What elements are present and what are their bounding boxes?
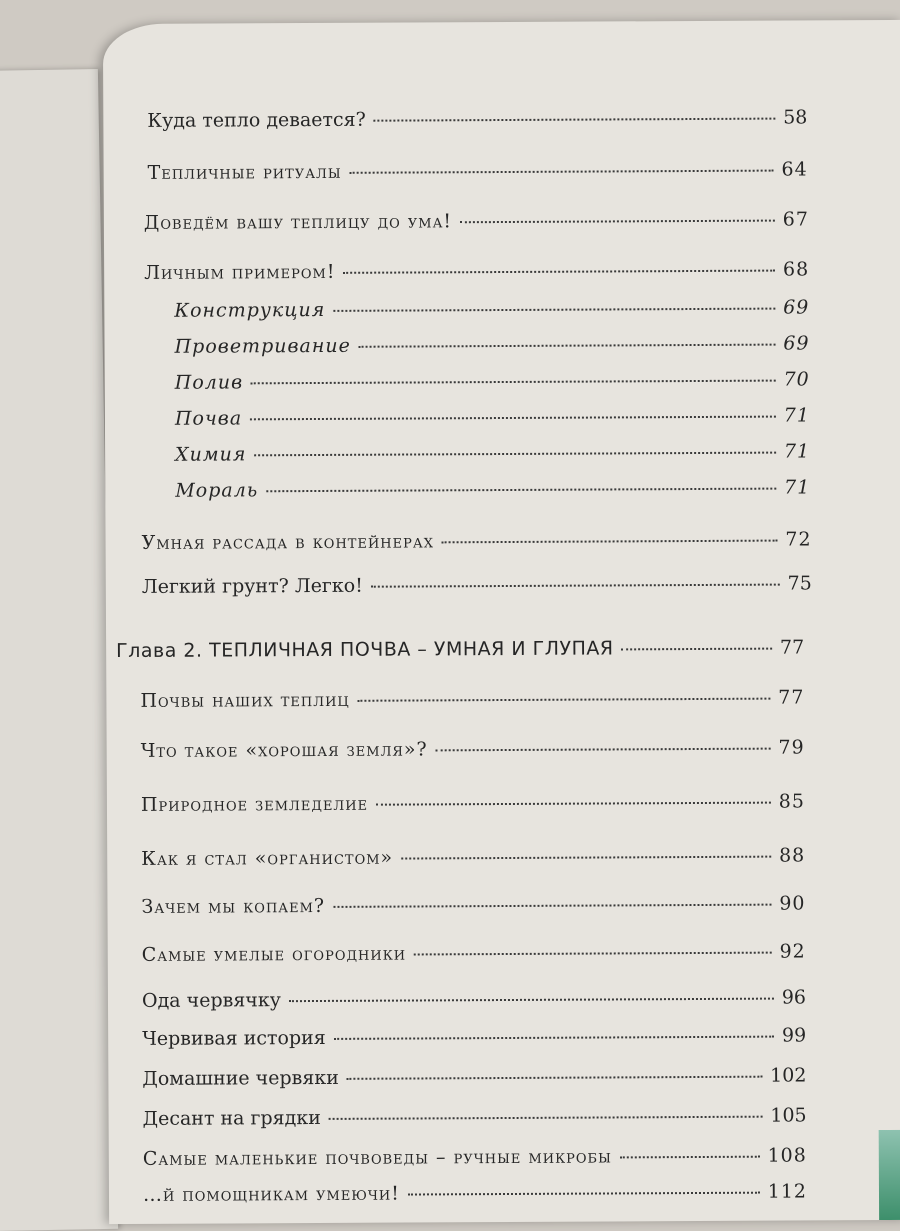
table-of-contents (103, 20, 900, 1224)
toc-entry-title: Куда тепло девается? (147, 108, 366, 132)
toc-entry-page: 99 (781, 1024, 807, 1047)
toc-subentry (174, 296, 809, 321)
toc-entry-title: Легкий грунт? Легко! (141, 574, 363, 598)
toc-leader-dots (333, 308, 775, 312)
toc-leader-dots (408, 1192, 760, 1196)
toc-entry-page: 77 (779, 636, 805, 659)
toc-entry (141, 892, 805, 917)
toc-entry-page: 79 (778, 736, 805, 759)
toc-entry-title: Тепличные ритуалы (147, 160, 342, 184)
toc-entry (142, 986, 806, 1011)
toc-entry-page: 71 (784, 476, 811, 499)
toc-entry-title: Самые умелые огородники (141, 942, 407, 966)
toc-leader-dots (436, 748, 771, 752)
toc-entry-page: 72 (785, 528, 812, 551)
toc-entry-title: Почвы наших теплиц (140, 688, 350, 712)
toc-chapter-heading (116, 636, 804, 662)
toc-leader-dots (343, 270, 775, 274)
toc-entry-page: 67 (782, 208, 809, 231)
toc-leader-dots (251, 380, 775, 385)
toc-entry-title: Глава 2. ТЕПЛИЧНАЯ ПОЧВА – УМНАЯ И ГЛУПАЯ (116, 637, 614, 663)
toc-leader-dots (334, 1036, 774, 1040)
toc-entry-page: 64 (781, 158, 808, 181)
toc-entry (143, 1180, 807, 1205)
toc-entry (142, 940, 806, 965)
toc-entry-page: 105 (770, 1104, 807, 1127)
toc-entry-title: Почва (174, 407, 243, 430)
toc-entry-page: 85 (778, 790, 806, 813)
toc-entry-title: Личным примером! (144, 260, 336, 284)
toc-entry (148, 158, 808, 183)
toc-entry-title: Химия (175, 443, 247, 466)
toc-entry (142, 572, 812, 598)
toc-entry-title: Червивая история (142, 1026, 326, 1050)
toc-entry-title: Природное земледелие (140, 792, 369, 816)
toc-entry (144, 258, 809, 283)
toc-entry-page: 68 (782, 258, 810, 281)
toc-entry (141, 844, 805, 869)
toc-entry (141, 736, 805, 761)
toc-leader-dots (374, 118, 775, 122)
toc-entry-page: 69 (783, 332, 810, 355)
toc-entry-title: …й помощникам умеючи! (142, 1182, 400, 1206)
toc-entry-title: Самые маленькие почвоведы – ручные микробы (142, 1145, 612, 1170)
toc-entry-title: Зачем мы копаем? (141, 894, 326, 918)
toc-entry-page: 71 (783, 404, 810, 427)
toc-entry (143, 1144, 807, 1169)
toc-leader-dots (333, 904, 771, 908)
toc-entry (140, 686, 804, 711)
toc-leader-dots (460, 220, 775, 224)
toc-leader-dots (329, 1116, 762, 1120)
toc-entry-page: 108 (767, 1144, 807, 1167)
left-page-edge (0, 69, 118, 1231)
toc-entry (147, 106, 807, 131)
toc-entry-page: 90 (779, 892, 806, 915)
toc-subentry (175, 404, 810, 429)
toc-entry-page: 75 (787, 572, 812, 595)
toc-subentry (175, 440, 810, 465)
toc-leader-dots (622, 648, 772, 651)
toc-entry-title: Домашние червяки (142, 1066, 339, 1090)
toc-leader-dots (250, 416, 776, 421)
toc-leader-dots (358, 698, 770, 702)
toc-entry-page: 112 (767, 1180, 808, 1203)
toc-entry-title: Как я стал «органистом» (141, 846, 394, 870)
toc-entry (144, 208, 809, 233)
toc-entry-page: 92 (779, 940, 806, 963)
toc-entry-title: Что такое «хорошая земля»? (140, 738, 428, 762)
toc-entry-page: 71 (783, 440, 811, 463)
toc-leader-dots (359, 344, 776, 348)
toc-leader-dots (347, 1076, 762, 1080)
toc-subentry (174, 332, 809, 357)
toc-entry-title: Полив (174, 371, 244, 394)
toc-subentry (175, 476, 810, 501)
toc-leader-dots (266, 488, 776, 493)
toc-entry (143, 1104, 807, 1129)
toc-entry (141, 790, 805, 815)
toc-entry-title: Мораль (175, 479, 259, 502)
toc-entry (142, 1024, 806, 1049)
toc-entry-page: 69 (783, 296, 810, 319)
toc-entry-page: 88 (778, 844, 806, 867)
toc-leader-dots (620, 1156, 760, 1159)
toc-leader-dots (414, 952, 771, 956)
toc-entry-page: 96 (781, 986, 807, 1009)
toc-leader-dots (442, 540, 777, 544)
toc-entry-page: 102 (770, 1064, 807, 1087)
toc-entry (142, 528, 812, 554)
toc-entry-page: 58 (783, 106, 808, 129)
toc-entry-title: Проветривание (174, 334, 351, 358)
toc-entry-title: Доведём вашу теплицу до ума! (143, 210, 453, 234)
toc-entry-page: 70 (783, 368, 810, 391)
toc-entry-title: Конструкция (174, 298, 326, 322)
toc-leader-dots (350, 170, 774, 174)
toc-subentry (175, 368, 810, 393)
toc-leader-dots (254, 452, 775, 457)
book-page (103, 20, 900, 1224)
toc-entry-page: 77 (778, 686, 805, 709)
toc-leader-dots (371, 584, 780, 588)
toc-leader-dots (376, 802, 771, 806)
toc-entry (142, 1064, 806, 1089)
toc-leader-dots (401, 856, 771, 860)
toc-entry-title: Десант на грядки (142, 1106, 321, 1130)
toc-leader-dots (289, 998, 774, 1003)
toc-entry-title: Умная рассада в контейнерах (141, 530, 435, 554)
toc-entry-title: Ода червячку (141, 989, 281, 1012)
